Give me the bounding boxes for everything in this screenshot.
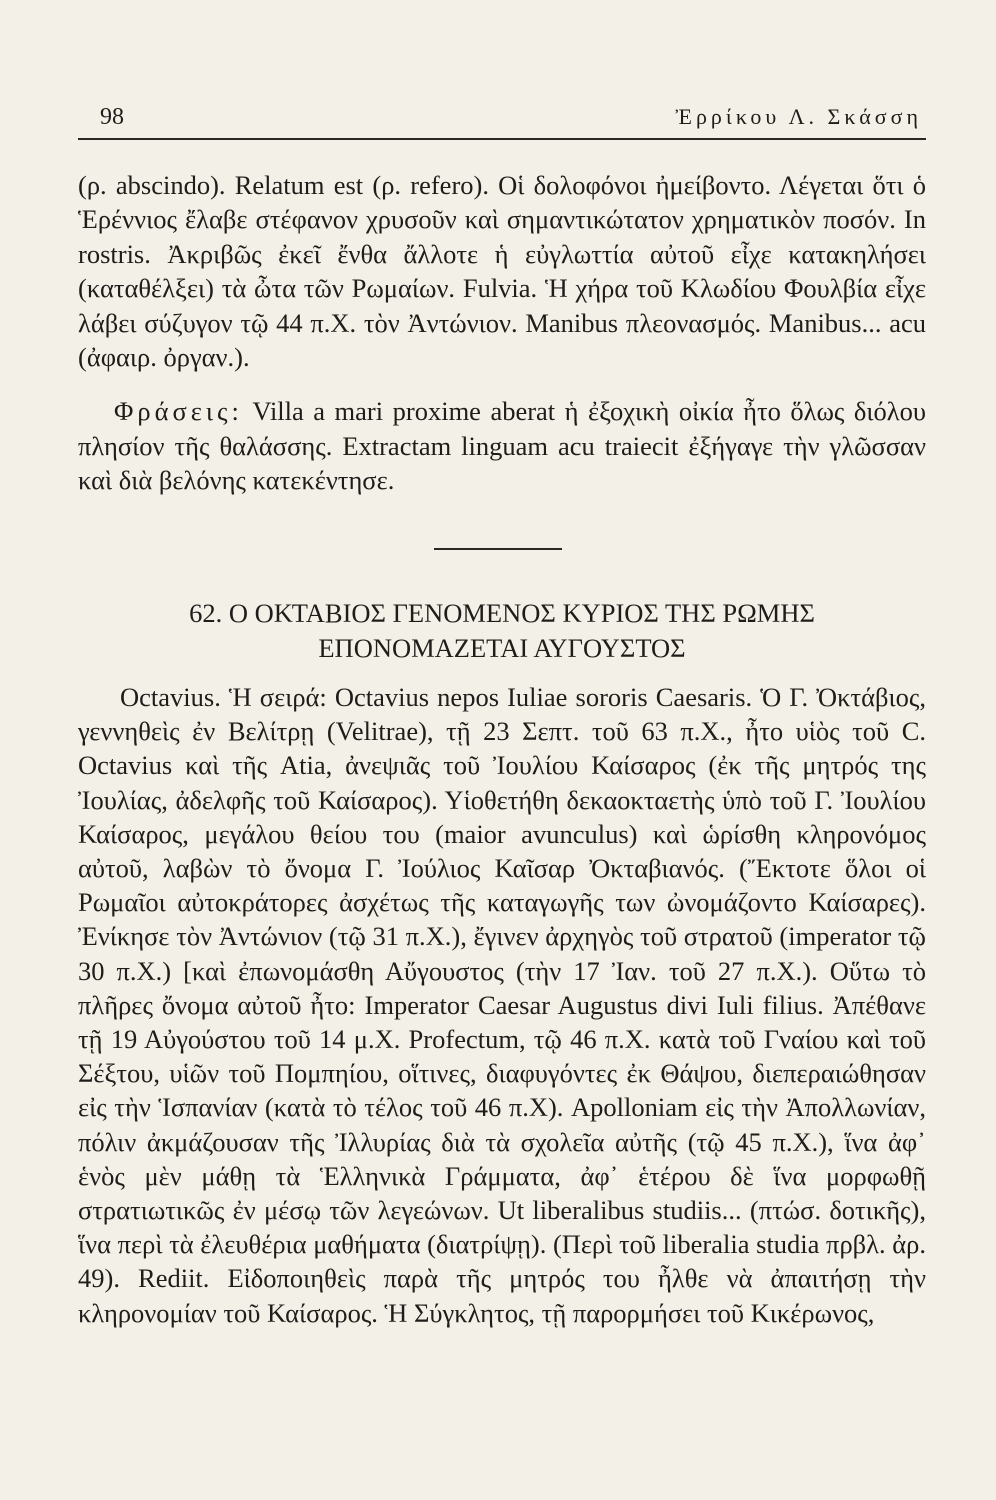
section-divider [434,548,562,550]
page-header [78,98,926,140]
page-number: 98 [100,104,124,130]
section-text [78,680,926,1330]
section-title-line-2: ΕΠΟΝΟΜΑΖΕΤΑΙ ΑΥΓΟΥΣΤΟΣ [318,633,686,663]
phrases-paragraph [78,394,926,497]
top-text [78,168,926,498]
section-title [78,596,926,666]
commentary-paragraph: (ρ. abscindo). Relatum est (ρ. refero). Οἱ δολοφόνοι ἠμείβοντο. Λέγεται ὅτι ὁ Ἑρέννιος ἔλαβε στέφανον χρυσοῦν καὶ σημαντικώτατον χρηματικὸν ποσόν. In rostris. Ἀκριβῶς ἐκεῖ ἔνθα ἄλλοτε ἡ εὐγλωττία αὐτοῦ εἶχε κατακηλήσει (καταθέλξει) τὰ ὦτα τῶν Ρωμαίων. Fulvia. Ἡ χήρα τοῦ Κλωδίου Φουλβία εἶχε λάβει σύζυγον τῷ 44 π.Χ. τὸν Ἀντώνιον. Manibus πλεονασμός. Manibus... acu (ἀφαιρ. ὀργαν.). [78,170,926,373]
running-head: Ἐρρίκου Λ. Σκάσση [675,104,922,129]
section-title-line-1: 62. Ο ΟΚΤΑΒΙΟΣ ΓΕΝΟΜΕΝΟΣ ΚΥΡΙΟΣ ΤΗΣ ΡΩΜΗΣ [189,598,815,628]
phrases-label: Φράσεις: [114,396,243,427]
phrases-text: Villa a mari proxime aberat ἡ ἐξοχικὴ οἰκία ἦτο ὅλως διόλου πλησίον τῆς θαλάσσης. Extractam linguam acu traiecit ἐξήγαγε τὴν γλῶσσαν καὶ διὰ βελόνης κατεκέντησε. [78,396,926,496]
section-paragraph: Octavius. Ἡ σειρά: Octavius nepos Iuliae sororis Caesaris. Ὁ Γ. Ὀκτάβιος, γεννηθεὶς ἐν Βελίτρῃ (Velitrae), τῇ 23 Σεπτ. τοῦ 63 π.Χ., ἦτο υἱὸς τοῦ C. Octavius καὶ τῆς Atia, ἀνεψιᾶς τοῦ Ἰουλίου Καίσαρος (ἐκ τῆς μητρός της Ἰουλίας, ἀδελφῆς τοῦ Καίσαρος). Υἱοθετήθη δεκαοκταετὴς ὑπὸ τοῦ Γ. Ἰουλίου Καίσαρος, μεγάλου θείου του (maior avunculus) καὶ ὡρίσθη κληρονόμος αὐτοῦ, λαβὼν τὸ ὄνομα Γ. Ἰούλιος Καῖσαρ Ὀκταβιανός. (Ἔκτοτε ὅλοι οἱ Ρωμαῖοι αὐτοκράτορες ἀσχέτως τῆς καταγωγῆς των ὠνομάζοντο Καίσαρες). Ἐνίκησε τὸν Ἀντώνιον (τῷ 31 π.Χ.), ἔγινεν ἀρχηγὸς τοῦ στρατοῦ (imperator τῷ 30 π.Χ.) [καὶ ἐπωνομάσθη Αὔγουστος (τὴν 17 Ἰαν. τοῦ 27 π.Χ.). Οὕτω τὸ πλῆρες ὄνομα αὐτοῦ ἦτο: Imperator Caesar Augustus divi Iuli filius. Ἀπέθανε τῇ 19 Αὐγούστου τοῦ 14 μ.Χ. Profectum, τῷ 46 π.Χ. κατὰ τοῦ Γναίου καὶ τοῦ Σέξτου, υἱῶν τοῦ Πομπηίου, οἵτινες, διαφυγόντες ἐκ Θάψου, διεπεραιώθησαν εἰς τὴν Ἱσπανίαν (κατὰ τὸ τέλος τοῦ 46 π.Χ). Apolloniam εἰς τὴν Ἀπολλωνίαν, πόλιν ἀκμάζουσαν τῆς Ἰλλυρίας διὰ τὰ σχολεῖα αὐτῆς (τῷ 45 π.Χ.), ἵνα ἀφ᾽ ἑνὸς μὲν μάθῃ τὰ Ἑλληνικὰ Γράμματα, ἀφ᾽ ἑτέρου δὲ ἵνα μορφωθῇ στρατιωτικῶς ἐν μέσῳ τῶν λεγεώνων. Ut liberalibus studiis... (πτώσ. δοτικῆς), ἵνα περὶ τὰ ἐλευθέρια μαθήματα (διατρίψῃ). (Περὶ τοῦ liberalia studia πρβλ. ἀρ. 49). Rediit. Εἰδοποιηθεὶς παρὰ τῆς μητρός του ἦλθε νὰ ἀπαιτήσῃ τὴν κληρονομίαν τοῦ Καίσαρος. Ἡ Σύγκλητος, τῇ παρορμήσει τοῦ Κικέρωνος, [78,682,926,1328]
